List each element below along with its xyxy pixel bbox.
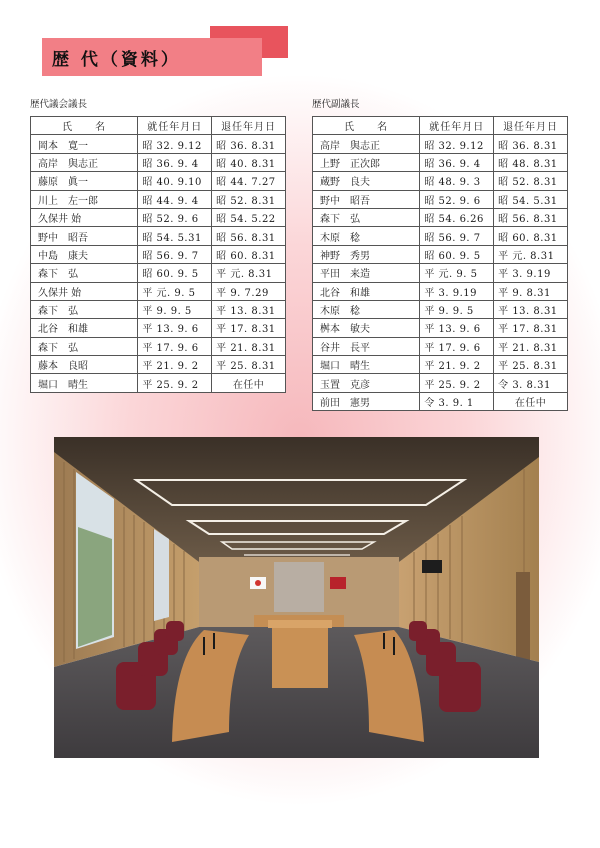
end-date-cell: 平 25. 8.31 <box>494 356 568 374</box>
start-date-cell: 平 3. 9.19 <box>420 282 494 300</box>
start-date-cell: 昭 56. 9. 7 <box>138 245 212 263</box>
end-date-cell: 昭 56. 8.31 <box>212 227 286 245</box>
start-date-cell: 昭 40. 9.10 <box>138 172 212 190</box>
table-row <box>31 153 286 171</box>
table-row <box>313 374 568 392</box>
start-date-cell: 平 元. 9. 5 <box>138 282 212 300</box>
start-date-cell: 平 13. 9. 6 <box>138 319 212 337</box>
end-date-cell: 昭 44. 7.27 <box>212 172 286 190</box>
end-date-cell: 在任中 <box>212 374 286 392</box>
end-date-cell: 昭 52. 8.31 <box>212 190 286 208</box>
member-name-cell: 神野 秀男 <box>313 245 420 263</box>
end-date-cell: 昭 60. 8.31 <box>212 245 286 263</box>
chairs-table <box>30 116 286 393</box>
end-date-cell: 昭 54. 5.31 <box>494 190 568 208</box>
end-date-cell: 平 25. 8.31 <box>212 356 286 374</box>
start-date-cell: 昭 32. 9.12 <box>138 135 212 153</box>
council-chamber-photo <box>54 437 539 758</box>
end-date-cell: 令 3. 8.31 <box>494 374 568 392</box>
table-row <box>31 356 286 374</box>
end-date-cell: 平 17. 8.31 <box>494 319 568 337</box>
member-name-cell: 上野 正次郎 <box>313 153 420 171</box>
chairs-caption: 歴代議会議長 <box>30 99 88 110</box>
start-date-cell: 昭 48. 9. 3 <box>420 172 494 190</box>
table-header-row <box>313 117 568 135</box>
member-name-cell: 桝本 敏夫 <box>313 319 420 337</box>
header-end-date: 退任年月日 <box>212 117 286 135</box>
table-row <box>313 153 568 171</box>
table-row <box>313 356 568 374</box>
header-name: 氏 名 <box>31 117 138 135</box>
end-date-cell: 昭 60. 8.31 <box>494 227 568 245</box>
table-row <box>31 227 286 245</box>
table-row <box>313 264 568 282</box>
end-date-cell: 平 元. 8.31 <box>494 245 568 263</box>
table-row <box>313 300 568 318</box>
table-row <box>313 319 568 337</box>
member-name-cell: 久保井 始 <box>31 282 138 300</box>
start-date-cell: 平 25. 9. 2 <box>420 374 494 392</box>
end-date-cell: 昭 56. 8.31 <box>494 208 568 226</box>
start-date-cell: 平 9. 9. 5 <box>138 300 212 318</box>
start-date-cell: 昭 32. 9.12 <box>420 135 494 153</box>
page-title: 歴 代（資料） <box>52 49 181 70</box>
start-date-cell: 昭 52. 9. 6 <box>138 208 212 226</box>
member-name-cell: 野中 昭吾 <box>313 190 420 208</box>
start-date-cell: 平 17. 9. 6 <box>138 337 212 355</box>
table-row <box>313 245 568 263</box>
vice-chairs-table <box>312 116 568 411</box>
start-date-cell: 昭 36. 9. 4 <box>138 153 212 171</box>
start-date-cell: 昭 36. 9. 4 <box>420 153 494 171</box>
end-date-cell: 在任中 <box>494 392 568 410</box>
table-row <box>31 172 286 190</box>
table-row <box>313 135 568 153</box>
header-start-date: 就任年月日 <box>420 117 494 135</box>
start-date-cell: 令 3. 9. 1 <box>420 392 494 410</box>
member-name-cell: 久保井 始 <box>31 208 138 226</box>
end-date-cell: 昭 52. 8.31 <box>494 172 568 190</box>
end-date-cell: 平 9. 7.29 <box>212 282 286 300</box>
member-name-cell: 高岸 與志正 <box>313 135 420 153</box>
member-name-cell: 北谷 和雄 <box>313 282 420 300</box>
table-row <box>31 337 286 355</box>
table-row <box>313 227 568 245</box>
header-end-date: 退任年月日 <box>494 117 568 135</box>
end-date-cell: 平 21. 8.31 <box>494 337 568 355</box>
member-name-cell: 蔵野 良夫 <box>313 172 420 190</box>
table-row <box>313 337 568 355</box>
table-row <box>31 190 286 208</box>
start-date-cell: 昭 52. 9. 6 <box>420 190 494 208</box>
start-date-cell: 昭 56. 9. 7 <box>420 227 494 245</box>
start-date-cell: 昭 60. 9. 5 <box>420 245 494 263</box>
table-row <box>31 245 286 263</box>
table-row <box>31 319 286 337</box>
start-date-cell: 平 元. 9. 5 <box>420 264 494 282</box>
start-date-cell: 平 21. 9. 2 <box>420 356 494 374</box>
start-date-cell: 平 13. 9. 6 <box>420 319 494 337</box>
member-name-cell: 谷井 長平 <box>313 337 420 355</box>
start-date-cell: 昭 54. 6.26 <box>420 208 494 226</box>
end-date-cell: 平 13. 8.31 <box>494 300 568 318</box>
table-header-row <box>31 117 286 135</box>
table-row <box>313 172 568 190</box>
member-name-cell: 岡本 寛一 <box>31 135 138 153</box>
table-row <box>31 300 286 318</box>
table-row <box>313 392 568 410</box>
table-row <box>313 190 568 208</box>
table-row <box>31 264 286 282</box>
end-date-cell: 昭 40. 8.31 <box>212 153 286 171</box>
start-date-cell: 平 25. 9. 2 <box>138 374 212 392</box>
end-date-cell: 昭 36. 8.31 <box>212 135 286 153</box>
member-name-cell: 堀口 晴生 <box>313 356 420 374</box>
end-date-cell: 平 元. 8.31 <box>212 264 286 282</box>
start-date-cell: 昭 60. 9. 5 <box>138 264 212 282</box>
end-date-cell: 昭 54. 5.22 <box>212 208 286 226</box>
table-row <box>313 208 568 226</box>
member-name-cell: 前田 憲男 <box>313 392 420 410</box>
member-name-cell: 森下 弘 <box>31 264 138 282</box>
table-row <box>31 374 286 392</box>
member-name-cell: 野中 昭吾 <box>31 227 138 245</box>
header-start-date: 就任年月日 <box>138 117 212 135</box>
end-date-cell: 平 21. 8.31 <box>212 337 286 355</box>
member-name-cell: 平田 来造 <box>313 264 420 282</box>
header-name: 氏 名 <box>313 117 420 135</box>
start-date-cell: 平 21. 9. 2 <box>138 356 212 374</box>
member-name-cell: 藤原 眞一 <box>31 172 138 190</box>
member-name-cell: 木原 稔 <box>313 300 420 318</box>
table-row <box>313 282 568 300</box>
council-chamber-illustration <box>54 437 539 758</box>
member-name-cell: 川上 左一郎 <box>31 190 138 208</box>
end-date-cell: 昭 48. 8.31 <box>494 153 568 171</box>
member-name-cell: 堀口 晴生 <box>31 374 138 392</box>
end-date-cell: 昭 36. 8.31 <box>494 135 568 153</box>
title-banner <box>42 38 262 76</box>
table-row <box>31 208 286 226</box>
table-row <box>31 135 286 153</box>
member-name-cell: 森下 弘 <box>31 337 138 355</box>
start-date-cell: 平 17. 9. 6 <box>420 337 494 355</box>
end-date-cell: 平 9. 8.31 <box>494 282 568 300</box>
member-name-cell: 森下 弘 <box>31 300 138 318</box>
member-name-cell: 高岸 與志正 <box>31 153 138 171</box>
member-name-cell: 中島 康夫 <box>31 245 138 263</box>
member-name-cell: 木原 稔 <box>313 227 420 245</box>
member-name-cell: 森下 弘 <box>313 208 420 226</box>
start-date-cell: 昭 44. 9. 4 <box>138 190 212 208</box>
member-name-cell: 北谷 和雄 <box>31 319 138 337</box>
table-row <box>31 282 286 300</box>
member-name-cell: 玉置 克彦 <box>313 374 420 392</box>
start-date-cell: 昭 54. 5.31 <box>138 227 212 245</box>
vice-chairs-caption: 歴代副議長 <box>312 99 360 110</box>
end-date-cell: 平 3. 9.19 <box>494 264 568 282</box>
member-name-cell: 藤本 良昭 <box>31 356 138 374</box>
end-date-cell: 平 17. 8.31 <box>212 319 286 337</box>
start-date-cell: 平 9. 9. 5 <box>420 300 494 318</box>
end-date-cell: 平 13. 8.31 <box>212 300 286 318</box>
